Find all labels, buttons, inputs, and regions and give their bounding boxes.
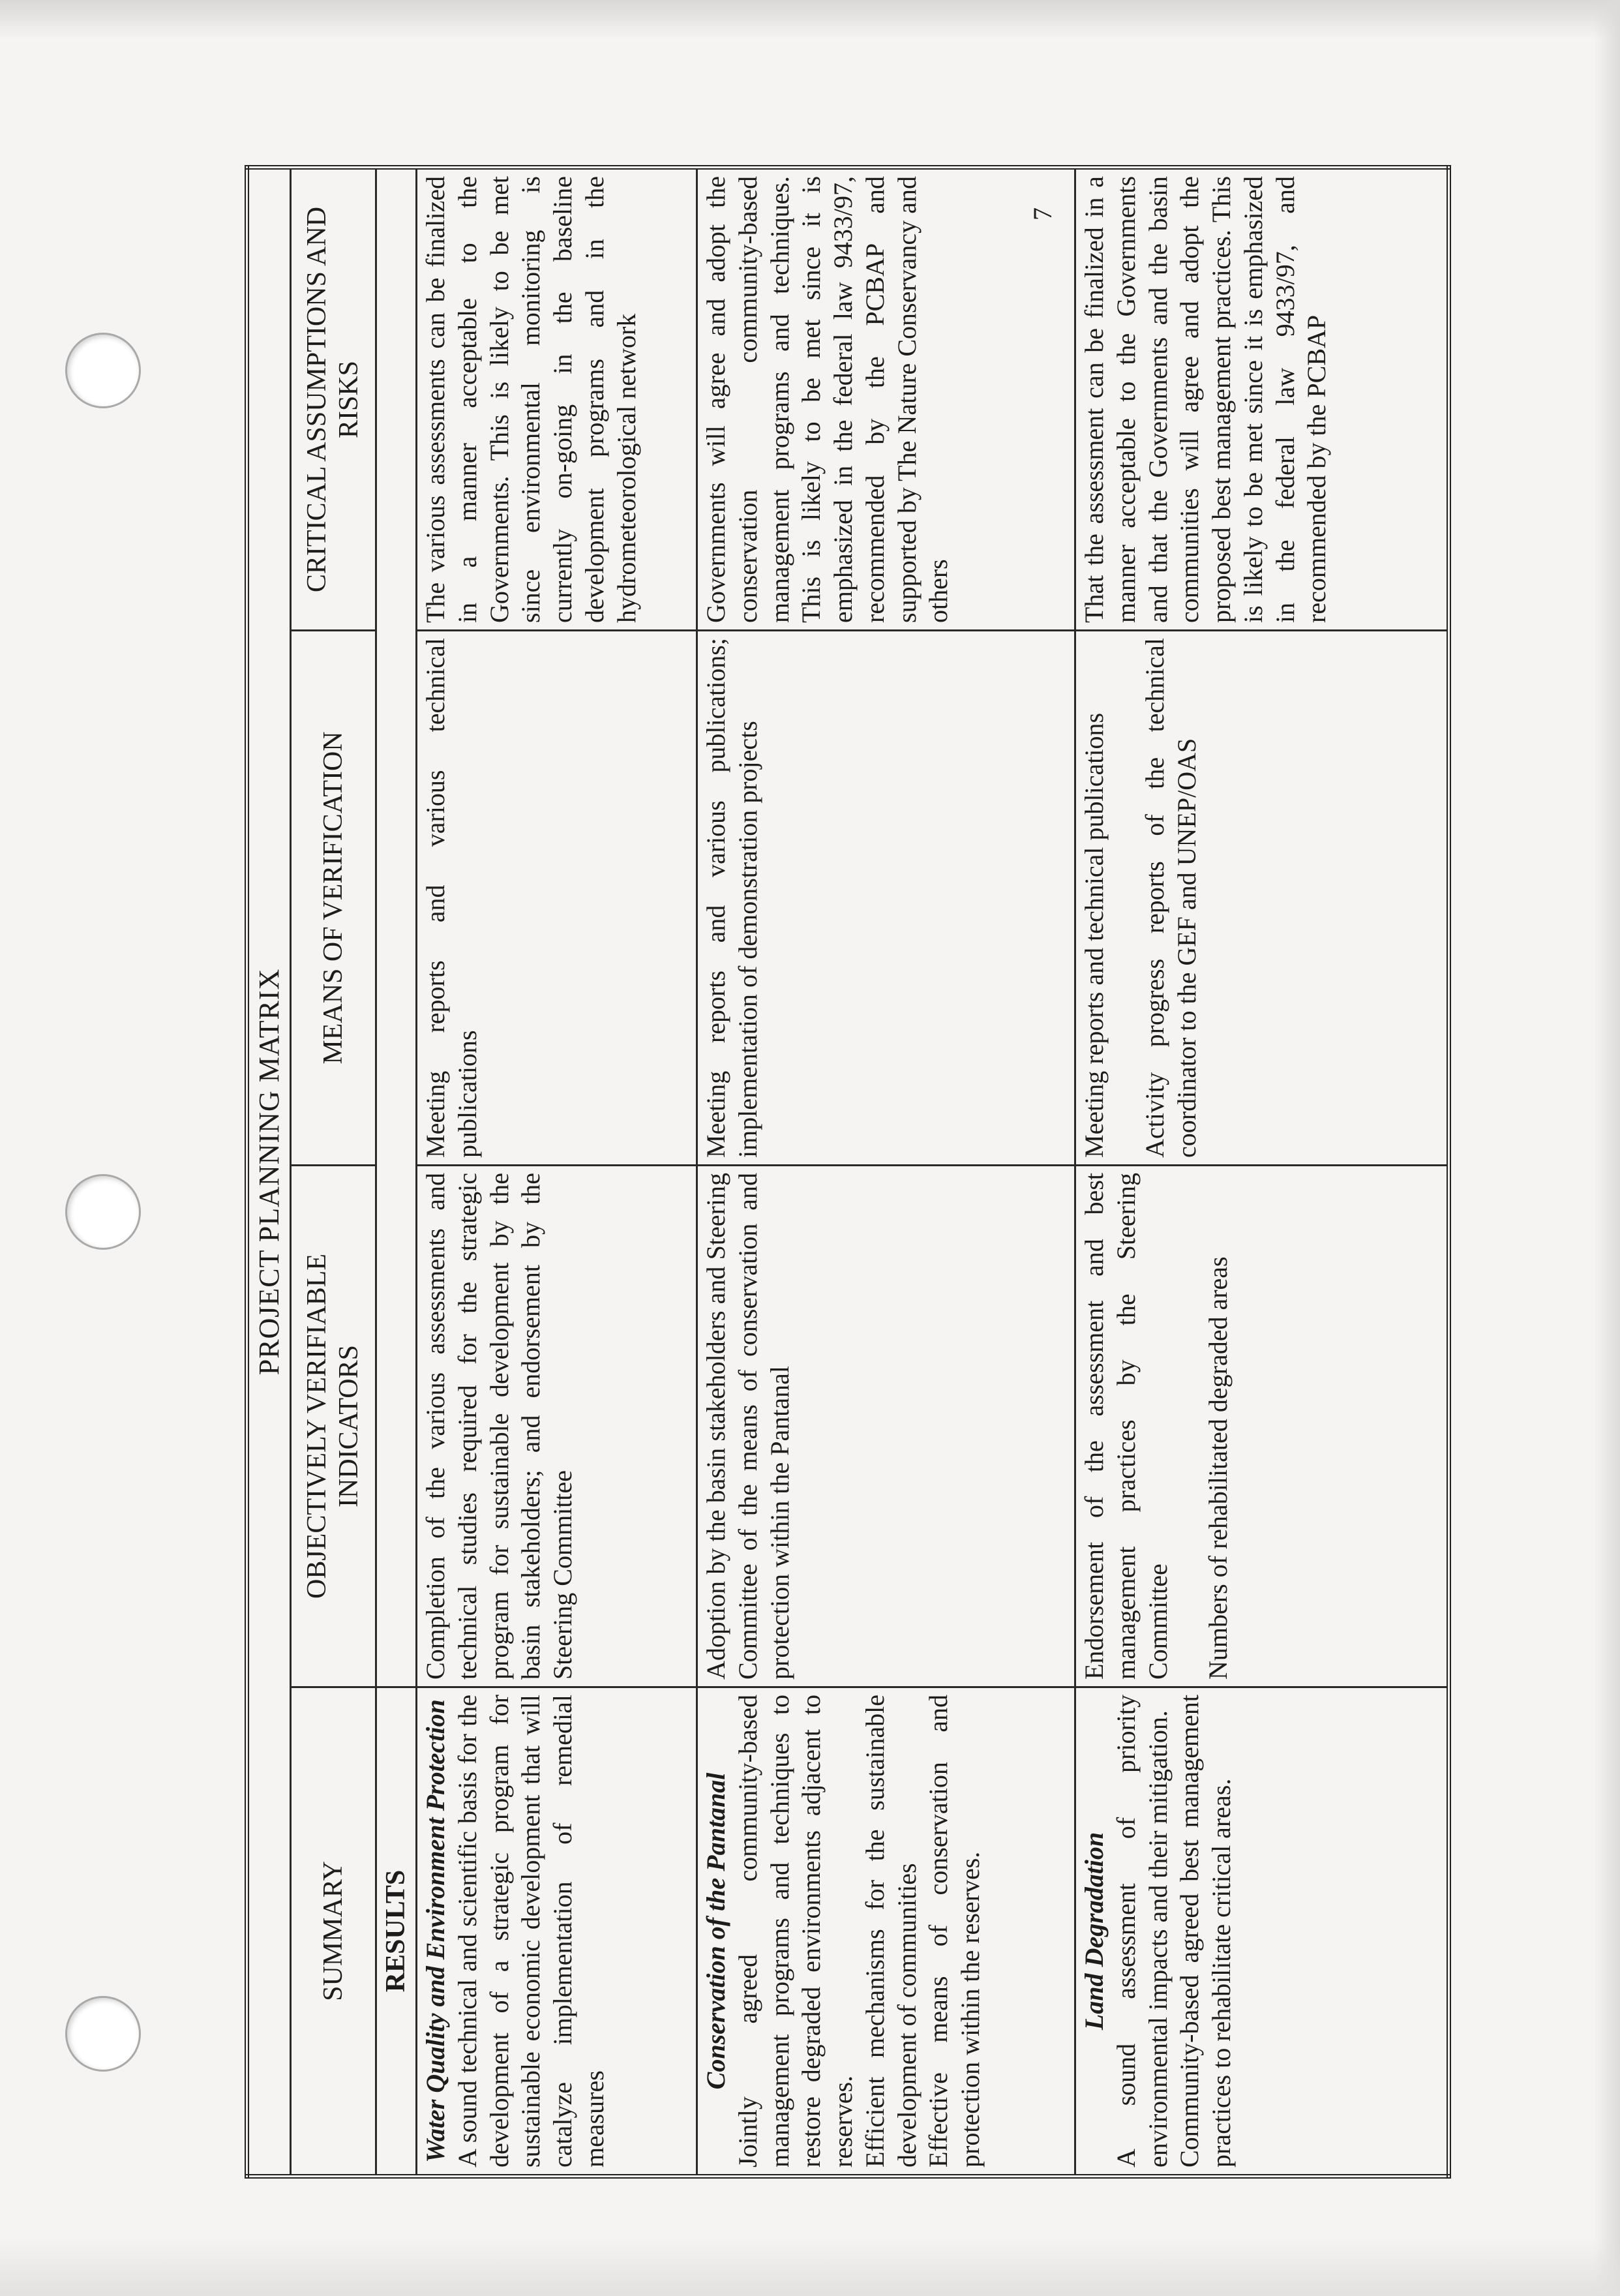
punch-hole — [65, 1996, 141, 2072]
summary-text: A sound technical and scientific basis for the development of a strategic program for sustainable economic development that will catalyze implementation of remedial measures — [452, 1695, 609, 2168]
assumptions-cell: Governments will agree and adopt the conservation community-based management programs and techniques. This is likely to be met since it is emphasized in the federal law 9433/97, recommended by the PCBAP and supported by The Nature Conservancy and others — [697, 167, 1075, 630]
punch-hole — [65, 1174, 141, 1250]
paragraph-gap — [1174, 1173, 1203, 1680]
indicators-text: Numbers of rehabilitated degraded areas — [1203, 1256, 1233, 1680]
header-indicators: OBJECTIVELY VERIFIABLE INDICATORS — [290, 1166, 376, 1687]
verification-text: Meeting reports and technical publications — [1079, 712, 1109, 1158]
project-planning-matrix — [245, 165, 1451, 2179]
verification-text: Meeting reports and various publications; implementation of demonstration projects — [700, 638, 762, 1158]
scan-shadow-bottom — [0, 2237, 1620, 2296]
summary-cell — [697, 1687, 1075, 2177]
indicators-text: Endorsement of the assessment and best management practices by the Steering Committee — [1079, 1173, 1173, 1680]
summary-text: Jointly agreed community-based management programs and techniques to restore degraded environments adjacent to reserves. — [732, 1695, 858, 2168]
summary-text: Efficient mechanisms for the sustainable development of communities — [860, 1695, 922, 2168]
assumptions-cell: The various assessments can be finalized in a manner acceptable to the Governments. This is likely to be met since environmental monitoring is currently on-going in the baseline development programs and in the hydrometeorological network — [416, 167, 697, 630]
header-verification: MEANS OF VERIFICATION — [290, 631, 376, 1166]
summary-title: Land Degradation — [1079, 1832, 1109, 2031]
summary-text: Effective means of conservation and protection within the reserves. — [923, 1695, 985, 2168]
summary-cell — [416, 1687, 697, 2177]
table-row — [416, 167, 697, 2176]
paragraph-gap — [1111, 638, 1139, 1158]
header-assumptions: CRITICAL ASSUMPTIONS AND RISKS — [290, 167, 376, 630]
indicators-cell — [1075, 1166, 1448, 1687]
indicators-cell — [416, 1166, 697, 1687]
assumptions-cell: That the assessment can be finalized in a manner acceptable to the Governments and that the Governments and the basin communities will agree and adopt the proposed best management practices. This is likely to be met since it is emphasized in the federal law 9433/97, and recommended by the PCBAP — [1075, 167, 1448, 630]
header-summary: SUMMARY — [290, 1687, 376, 2177]
verification-text: Activity progress reports of the technical coordinator to the GEF and UNEP/OAS — [1139, 638, 1201, 1158]
summary-title: Conservation of the Pantanal — [700, 1772, 730, 2090]
page-number: 7 — [1028, 207, 1057, 220]
verification-cell — [416, 631, 697, 1166]
indicators-text: Adoption by the basin stakeholders and Steering Committee of the means of conservation and protection within the Pantanal — [700, 1173, 794, 1680]
summary-text: A sound assessment of priority environmental impacts and their mitigation. — [1111, 1695, 1173, 2168]
summary-title: Water Quality and Environment Protection — [420, 1699, 450, 2163]
rotated-page-content — [245, 170, 1451, 2179]
results-label: RESULTS — [376, 1687, 416, 2177]
verification-cell — [697, 631, 1075, 1166]
summary-cell — [1075, 1687, 1448, 2177]
table-row — [697, 167, 1075, 2176]
indicators-cell — [697, 1166, 1075, 1687]
verification-text: Meeting reports and various technical publications — [420, 638, 482, 1158]
verification-cell — [1075, 631, 1448, 1166]
table-row — [1075, 167, 1448, 2176]
scan-shadow-right — [1594, 0, 1620, 2296]
punch-hole — [65, 333, 141, 408]
results-spacer — [376, 167, 416, 1687]
summary-text: Community-based agreed best management practices to rehabilitate critical areas. — [1175, 1695, 1237, 2168]
scan-shadow-top — [0, 0, 1620, 39]
matrix-title: PROJECT PLANNING MATRIX — [247, 167, 291, 2176]
indicators-text: Completion of the various assessments and technical studies required for the strategic program for sustainable development by the basin stakeholders; and endorsement by the Steering Committee — [420, 1173, 578, 1680]
